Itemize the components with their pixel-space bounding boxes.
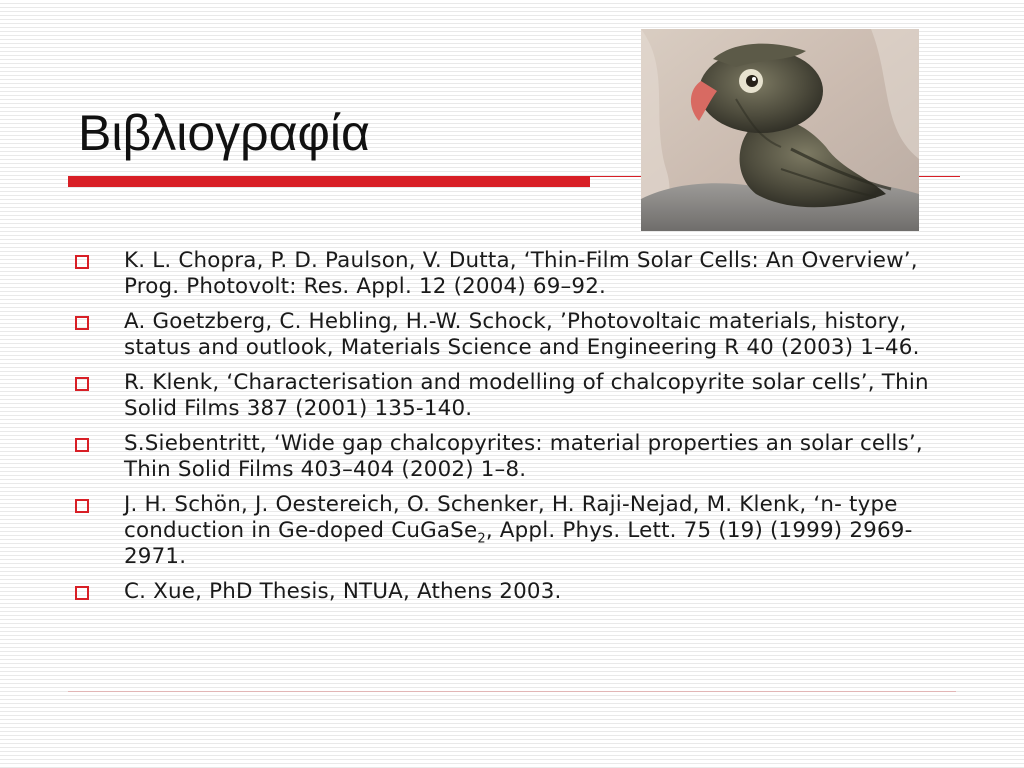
- reference-item: [72, 309, 952, 361]
- square-bullet-icon: [75, 586, 89, 600]
- reference-item: [72, 370, 952, 422]
- square-bullet-icon: [75, 255, 89, 269]
- reference-text: A. Goetzberg, C. Hebling, H.-W. Schock, ’Photovoltaic materials, history, status and outlook, Materials Science and Engineering R 40 (2003) 1–46.: [124, 309, 920, 360]
- footer-line: [68, 691, 956, 692]
- reference-text-after: , Appl. Phys. Lett. 75 (19) (1999) 2969-2971.: [124, 518, 913, 569]
- square-bullet-icon: [75, 438, 89, 452]
- reference-text-before: J. H. Schön, J. Oestereich, O. Schenker, H. Raji-Nejad, M. Klenk, ‘n- type conduction in Ge-doped CuGaSe: [124, 492, 898, 543]
- reference-text: S.Siebentritt, ‘Wide gap chalcopyrites: material properties an solar cells’, Thin Solid Films 403–404 (2002) 1–8.: [124, 431, 923, 482]
- reference-subscript: 2: [477, 531, 486, 547]
- square-bullet-icon: [75, 316, 89, 330]
- reference-text: K. L. Chopra, P. D. Paulson, V. Dutta, ‘Thin-Film Solar Cells: An Overview’, Prog. Photovolt: Res. Appl. 12 (2004) 69–92.: [124, 248, 918, 299]
- reference-list: [72, 248, 952, 614]
- reference-item: [72, 579, 952, 605]
- reference-item: [72, 431, 952, 483]
- reference-item: [72, 248, 952, 300]
- slide-title: Βιβλιογραφία: [78, 105, 370, 161]
- divider-line-right: [919, 176, 960, 177]
- title-underline: [68, 176, 590, 187]
- square-bullet-icon: [75, 377, 89, 391]
- owl-sculpture-image: [641, 29, 919, 231]
- square-bullet-icon: [75, 499, 89, 513]
- divider-line-left: [590, 176, 642, 177]
- reference-text: C. Xue, PhD Thesis, NTUA, Athens 2003.: [124, 579, 562, 604]
- reference-text: R. Klenk, ‘Characterisation and modelling of chalcopyrite solar cells’, Thin Solid Films 387 (2001) 135-140.: [124, 370, 929, 421]
- reference-item: [72, 492, 952, 570]
